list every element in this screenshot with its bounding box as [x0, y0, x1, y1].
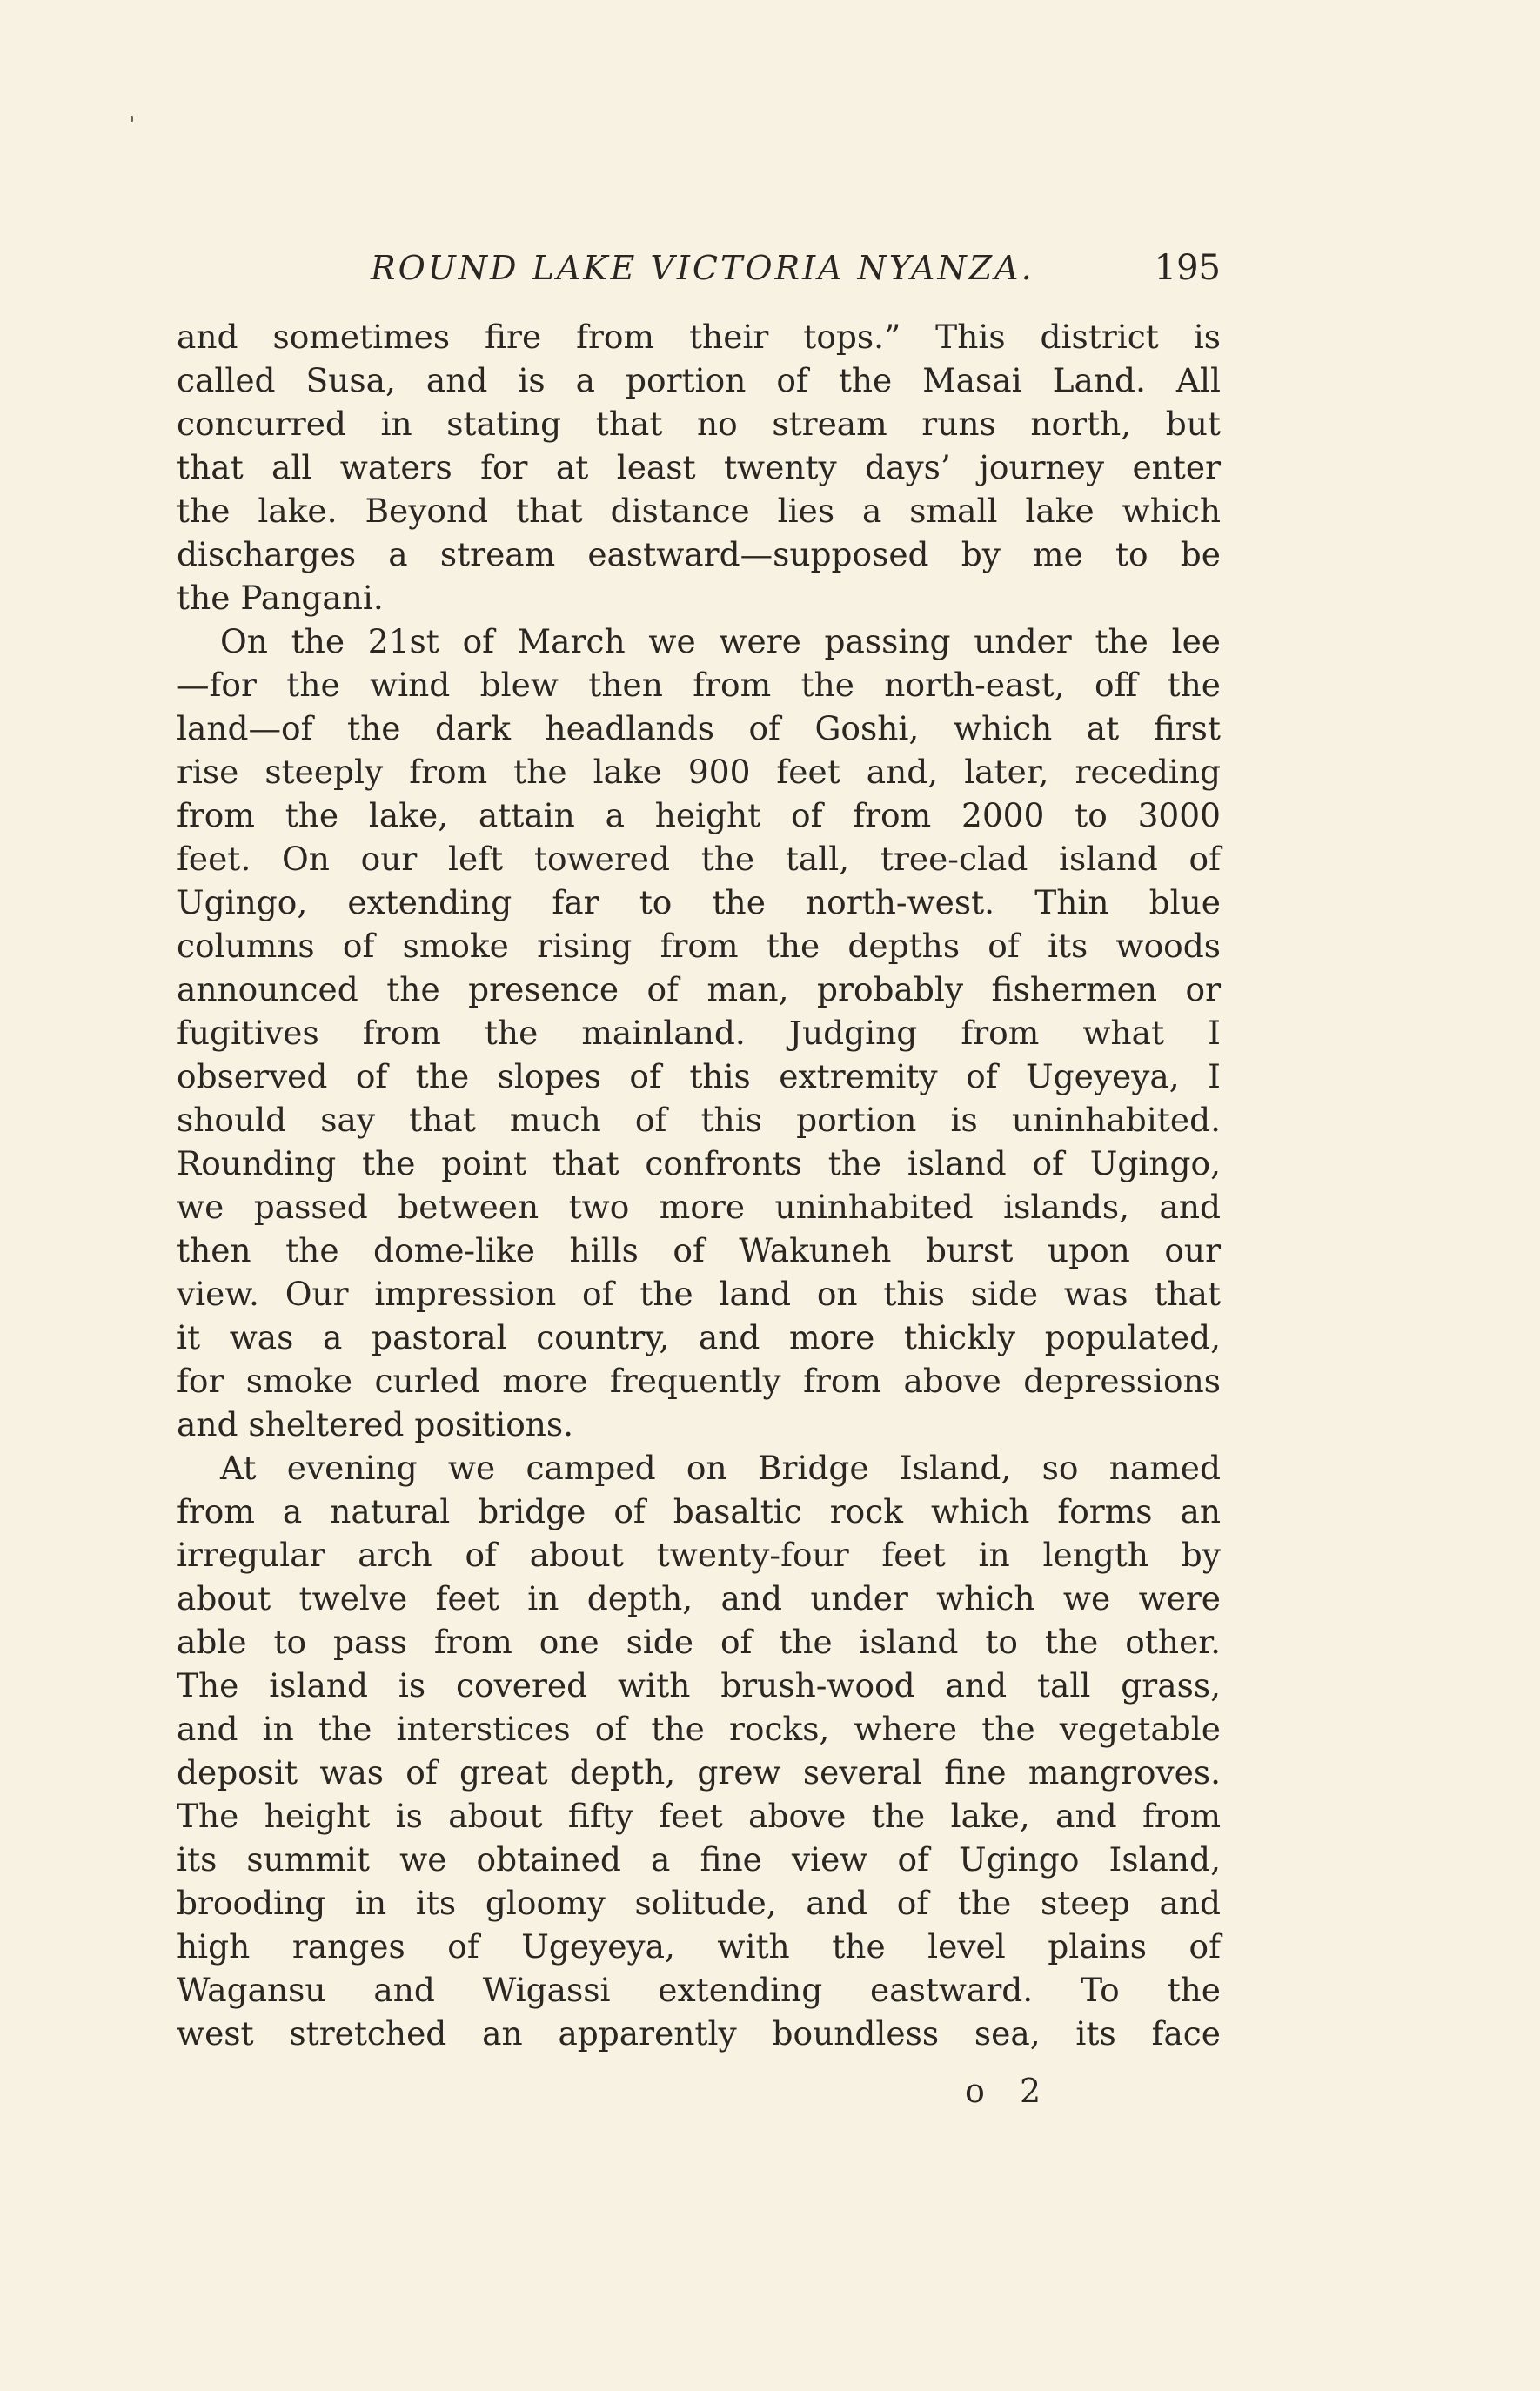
text-line: Wagansu and Wigassi extending eastward. To the [177, 1971, 1221, 2009]
text-line: rise steeply from the lake 900 feet and, later, receding [177, 753, 1221, 791]
text-line: view. Our impression of the land on this side was that [177, 1275, 1221, 1313]
text-line: —for the wind blew then from the north-east, off the [177, 666, 1221, 704]
text-line: the lake. Beyond that distance lies a small lake which [177, 492, 1221, 530]
text-line: about twelve feet in depth, and under which we were [177, 1579, 1221, 1617]
page-number: 195 [1154, 248, 1221, 288]
text-line: called Susa, and is a portion of the Masai Land. All [177, 361, 1221, 399]
text-line: then the dome-like hills of Wakuneh burst upon our [177, 1231, 1221, 1269]
text-line: from the lake, attain a height of from 2000 to 3000 [177, 796, 1221, 834]
text-line: At evening we camped on Bridge Island, so named [220, 1449, 1221, 1487]
text-line: fugitives from the mainland. Judging from what I [177, 1014, 1221, 1052]
text-line: announced the presence of man, probably fishermen or [177, 970, 1221, 1008]
text-line: and in the interstices of the rocks, where the vegetable [177, 1710, 1221, 1748]
text-line: discharges a stream eastward—supposed by me to be [177, 535, 1221, 573]
text-line: we passed between two more uninhabited islands, and [177, 1188, 1221, 1226]
body-text [177, 315, 1221, 2055]
text-line: concurred in stating that no stream runs north, but [177, 405, 1221, 443]
text-line: for smoke curled more frequently from above depressions [177, 1362, 1221, 1400]
text-line: and sometimes fire from their tops.” This district is [177, 318, 1221, 356]
text-line: it was a pastoral country, and more thickly populated, [177, 1318, 1221, 1356]
text-line: The height is about fifty feet above the lake, and from [177, 1797, 1221, 1835]
signature-mark: o 2 [965, 2072, 1054, 2110]
text-line: columns of smoke rising from the depths of its woods [177, 927, 1221, 965]
text-line: able to pass from one side of the island to the other. [177, 1623, 1221, 1661]
text-line: brooding in its gloomy solitude, and of the steep and [177, 1884, 1221, 1922]
text-line: deposit was of great depth, grew several fine mangroves. [177, 1753, 1221, 1792]
text-line: that all waters for at least twenty days’ journey enter [177, 448, 1221, 486]
text-line: Ugingo, extending far to the north-west. Thin blue [177, 883, 1221, 921]
text-line: land—of the dark headlands of Goshi, which at first [177, 709, 1221, 747]
text-line: irregular arch of about twenty-four feet in length by [177, 1536, 1221, 1574]
page-header [177, 242, 1221, 294]
text-line: should say that much of this portion is uninhabited. [177, 1101, 1221, 1139]
text-line: west stretched an apparently boundless sea, its face [177, 2014, 1221, 2053]
text-line: On the 21st of March we were passing under the lee [220, 622, 1221, 660]
text-line: its summit we obtained a fine view of Ugingo Island, [177, 1840, 1221, 1879]
text-line: Rounding the point that confronts the island of Ugingo, [177, 1144, 1221, 1182]
text-line: feet. On our left towered the tall, tree-clad island of [177, 840, 1221, 878]
text-line: The island is covered with brush-wood and tall grass, [177, 1666, 1221, 1705]
text-line: observed of the slopes of this extremity of Ugeyeya, I [177, 1057, 1221, 1095]
running-title: ROUND LAKE VICTORIA NYANZA. [371, 249, 1034, 287]
text-line: the Pangani. [177, 579, 384, 617]
text-line: from a natural bridge of basaltic rock which forms an [177, 1492, 1221, 1530]
text-line: and sheltered positions. [177, 1405, 574, 1443]
text-line: high ranges of Ugeyeya, with the level plains of [177, 1927, 1221, 1966]
stray-ink-mark [131, 116, 133, 122]
